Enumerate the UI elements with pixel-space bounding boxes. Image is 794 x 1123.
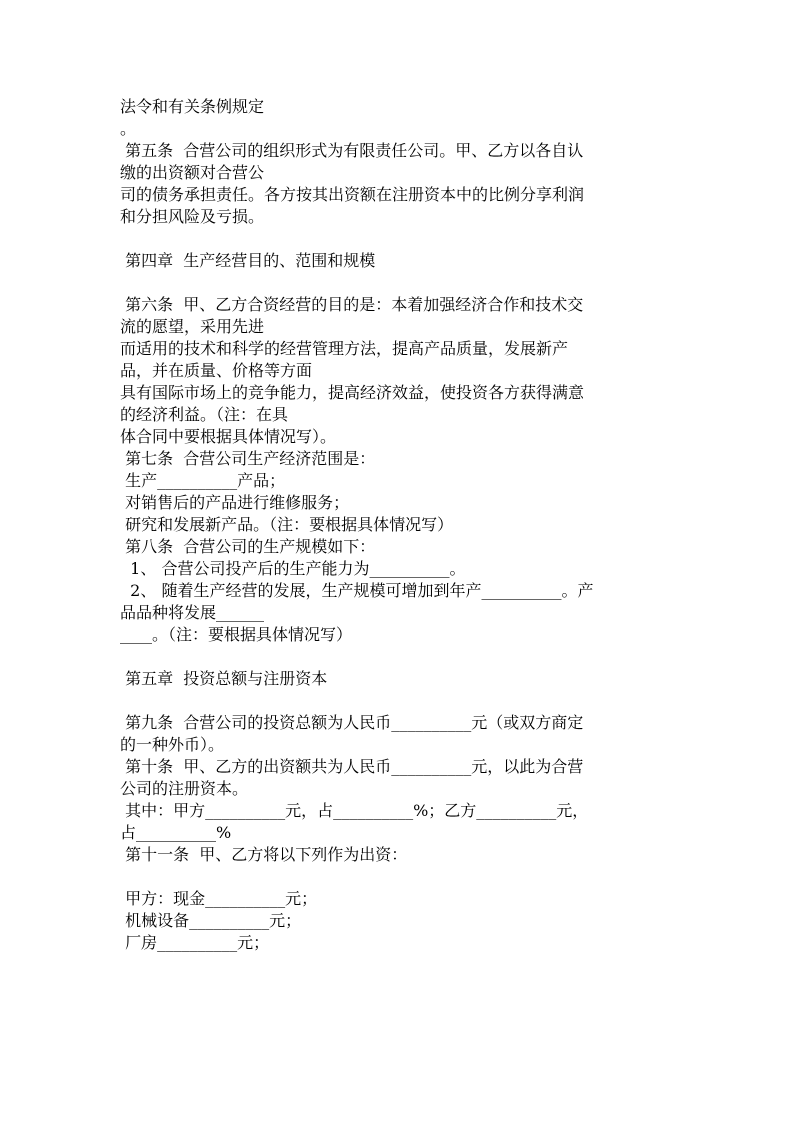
document-page (120, 96, 680, 954)
document-line: 厂房__________元； (120, 933, 270, 952)
document-line: 和分担风险及亏损。 (120, 207, 265, 226)
document-line: 研究和发展新产品。（注：要根据具体情况写） (120, 515, 454, 534)
document-line: 法令和有关条例规定 (120, 97, 265, 116)
blank-line (120, 646, 680, 668)
blank-line (120, 690, 680, 712)
document-line: 1、 合营公司投产后的生产能力为__________。 (120, 559, 466, 578)
document-line: 生产__________产品； (120, 471, 286, 490)
document-line: 占__________% (120, 823, 232, 842)
document-line: 的一种外币）。 (120, 735, 225, 754)
blank-line (120, 866, 680, 888)
document-line: 第十条 甲、乙方的出资额共为人民币__________元，以此为合营 (120, 757, 584, 776)
document-line: 流的愿望，采用先进 (120, 317, 265, 336)
document-line: 第九条 合营公司的投资总额为人民币__________元（或双方商定 (120, 713, 584, 732)
document-line: 其中：甲方__________元，占__________%；乙方__________元， (120, 801, 589, 820)
document-line: 缴的出资额对合营公 (120, 163, 265, 182)
document-line: 机械设备__________元； (120, 911, 302, 930)
document-line: 品，并在质量、价格等方面 (120, 361, 313, 380)
document-line: ____。（注：要根据具体情况写） (120, 625, 353, 644)
document-line: 第六条 甲、乙方合资经营的目的是：本着加强经济合作和技术交 (120, 295, 584, 314)
document-line: 甲方：现金__________元； (120, 889, 318, 908)
document-line: 对销售后的产品进行维修服务； (120, 493, 350, 512)
document-line: 公司的注册资本。 (120, 779, 249, 798)
document-line: 第八条 合营公司的生产规模如下： (120, 537, 376, 556)
document-line: 第四章 生产经营目的、范围和规模 (120, 251, 376, 270)
document-line: 具有国际市场上的竞争能力，提高经济效益，使投资各方获得满意 (120, 383, 585, 402)
document-line: 第五章 投资总额与注册资本 (120, 669, 328, 688)
blank-line (120, 272, 680, 294)
document-line: 。 (120, 119, 137, 138)
document-line: 第十一条 甲、乙方将以下列作为出资： (120, 845, 408, 864)
document-line: 2、 随着生产经营的发展，生产规模可增加到年产__________。产 (120, 581, 594, 600)
document-line: 第七条 合营公司生产经济范围是： (120, 449, 376, 468)
document-line: 司的债务承担责任。各方按其出资额在注册资本中的比例分享利润 (120, 185, 585, 204)
document-line: 第五条 合营公司的组织形式为有限责任公司。甲、乙方以各自认 (120, 141, 584, 160)
blank-line (120, 228, 680, 250)
document-line: 的经济利益。（注：在具 (120, 405, 289, 424)
document-line: 而适用的技术和科学的经营管理方法，提高产品质量，发展新产 (120, 339, 569, 358)
document-line: 体合同中要根据具体情况写）。 (120, 427, 337, 446)
document-line: 品品种将发展______ (120, 603, 265, 622)
